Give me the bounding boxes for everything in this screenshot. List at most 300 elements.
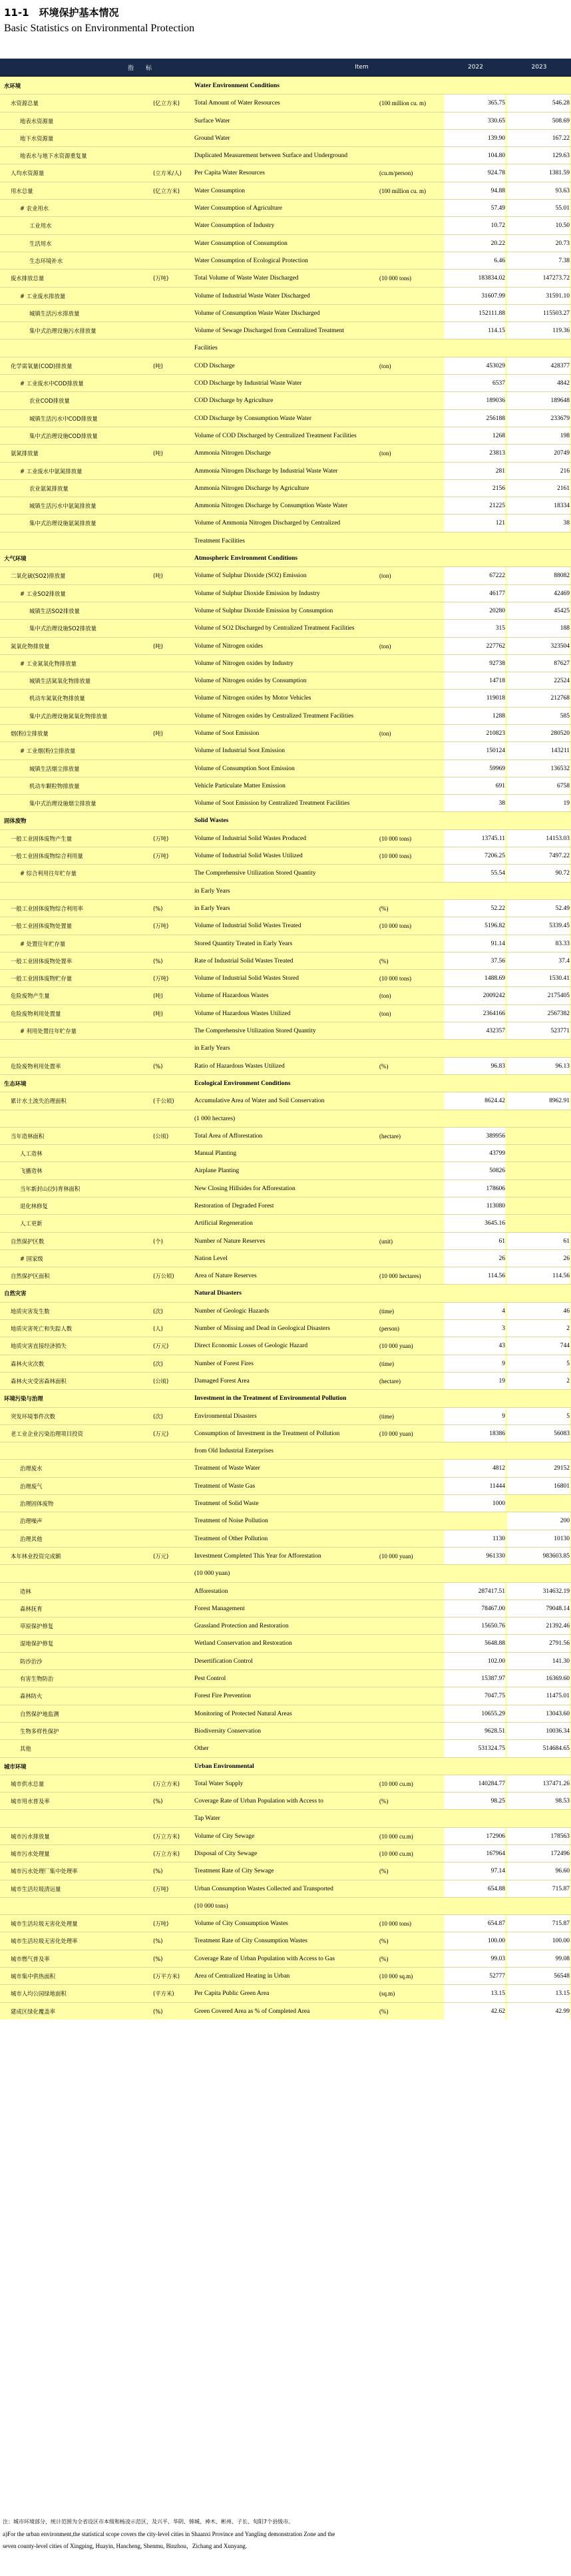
row-unit-english: (10 000 yuan) <box>379 1552 413 1560</box>
value-2023: 147273.72 <box>507 270 570 287</box>
row-label-chinese: 城市生活垃圾无害化处理量 <box>11 1920 78 1928</box>
table-row <box>0 216 571 234</box>
row-unit-english: (hectare) <box>379 1377 401 1385</box>
row-label-english: Total Volume of Waste Water Discharged <box>194 275 299 282</box>
table-row <box>0 1914 571 1932</box>
table-row <box>0 497 571 514</box>
row-label-english: Ammonia Nitrogen Discharge <box>194 450 271 457</box>
table-row <box>0 1319 571 1337</box>
row-label-chinese: 生态环境 <box>4 1080 27 1087</box>
row-label-chinese: 治理噪声 <box>20 1518 43 1525</box>
row-label-chinese: 集中式治理设施氨氮排放量 <box>29 520 96 527</box>
row-label-english: COD Discharge by Industrial Waste Water <box>194 380 302 387</box>
value-2023: 13.15 <box>507 1985 570 2002</box>
row-label-english: from Old Industrial Enterprises <box>194 1448 274 1455</box>
table-row <box>0 637 571 654</box>
row-unit-english: (10 000 tons) <box>379 835 411 842</box>
value-2023: 88082 <box>507 567 570 584</box>
value-2022: 330.65 <box>444 112 505 130</box>
value-2023: 37.4 <box>507 953 570 970</box>
row-unit-chinese: (%) <box>153 905 163 912</box>
row-label-english: Restoration of Degraded Forest <box>194 1203 274 1209</box>
row-unit-chinese: (%) <box>153 1938 163 1945</box>
table-row <box>0 935 571 952</box>
value-2023: 14153.03 <box>507 830 570 847</box>
table-row <box>0 374 571 391</box>
row-label-english: (10 000 yuan) <box>194 1570 230 1578</box>
row-unit-english: (10 000 tons) <box>379 275 411 282</box>
value-2023: 5339.45 <box>507 917 570 935</box>
value-2022: 13745.11 <box>444 830 505 847</box>
row-label-english: Ammonia Nitrogen Discharge by Industrial Waste Water <box>194 467 338 475</box>
value-2023: 2175405 <box>507 987 570 1004</box>
row-label-chinese: # 工业废水排放量 <box>20 292 66 300</box>
row-label-chinese: 固体废物 <box>4 817 27 825</box>
row-label-chinese: 环境污染与治理 <box>4 1395 43 1402</box>
table-row <box>0 1687 571 1704</box>
row-unit-english: (ton) <box>379 730 391 737</box>
row-unit-english: (ton) <box>379 1010 391 1017</box>
table-row <box>0 1477 571 1494</box>
value-2022: 924.78 <box>444 164 505 182</box>
row-label-chinese: 自然灾害 <box>4 1290 27 1297</box>
row-label-chinese: 治理其他 <box>20 1535 43 1542</box>
row-label-english: Ammonia Nitrogen Discharge by Consumption Waste Water <box>194 503 348 510</box>
value-2023: 26 <box>507 1250 570 1267</box>
value-2022: 2156 <box>444 480 505 497</box>
table-row <box>0 1897 571 1914</box>
row-label-chinese: 水环境 <box>4 83 21 89</box>
table-row <box>0 1214 571 1231</box>
value-2022: 961330 <box>444 1548 505 1565</box>
table-row <box>0 514 571 531</box>
row-label-english: Biodiversity Conservation <box>194 1727 262 1735</box>
value-2022: 1488.69 <box>444 970 505 987</box>
footnote-english-line1: a)For the urban environment,the statistical scope covers the city-level cities in Shaanxi Province and Yangling demonstration Zone and the <box>3 2531 335 2537</box>
value-2022: 691 <box>444 777 505 795</box>
value-2022: 8624.42 <box>444 1092 505 1110</box>
table-row <box>0 1564 571 1582</box>
value-2022: 97.14 <box>444 1862 505 1880</box>
row-label-english: Volume of SO2 Discharged by Centralized Treatment Facilities <box>194 625 355 632</box>
row-label-english: COD Discharge by Consumption Waste Water <box>194 415 312 422</box>
table-row <box>0 1372 571 1389</box>
table-row <box>0 759 571 777</box>
row-label-english: Vehicle Particulate Matter Emission <box>194 782 286 789</box>
table-row <box>0 566 571 584</box>
row-label-english: Rate of Industrial Solid Wastes Treated <box>194 957 293 965</box>
value-2023: 56083 <box>507 1425 570 1442</box>
table-row <box>0 252 571 269</box>
row-label-chinese: 本年林业投资完成额 <box>11 1552 61 1560</box>
row-label-chinese: 城镇生活污水中氨氮排放量 <box>29 503 96 510</box>
value-2023: 6758 <box>507 777 570 795</box>
value-2022: 26 <box>444 1250 505 1267</box>
table-row <box>0 1775 571 1792</box>
value-2022: 78467.00 <box>444 1600 505 1617</box>
table-row <box>0 777 571 794</box>
row-label-chinese: 森林抚育 <box>20 1605 43 1612</box>
value-2022: 50826 <box>444 1162 505 1180</box>
value-2022: 98.25 <box>444 1793 505 1810</box>
value-2022: 23813 <box>444 445 505 462</box>
table-row <box>0 182 571 199</box>
table-row <box>0 1180 571 1197</box>
value-2023: 52.49 <box>507 900 570 917</box>
row-label-english: Number of Forest Fires <box>194 1360 254 1367</box>
table-title-chinese: 11-1 环境保护基本情况 <box>4 7 119 19</box>
row-unit-english: (cu.m/person) <box>379 170 413 177</box>
row-unit-english: (10 000 hectares) <box>379 1273 421 1280</box>
row-label-chinese: 集中式治理设施SO2排放量 <box>29 625 96 632</box>
row-label-chinese: 治理废气 <box>20 1482 43 1490</box>
row-unit-chinese: (次) <box>153 1412 163 1420</box>
value-2023: 115503.27 <box>507 305 570 322</box>
row-label-chinese: 生态环境补水 <box>29 257 63 264</box>
value-2023: 514684.65 <box>507 1740 570 1757</box>
row-label-chinese: 一般工业固体废物处置率 <box>11 957 73 965</box>
row-label-english: Volume of Industrial Solid Wastes Utilized <box>194 853 303 860</box>
value-2023: 46 <box>507 1303 570 1320</box>
row-label-english: Afforestation <box>194 1588 228 1595</box>
row-label-english: Other <box>194 1745 209 1753</box>
value-2023: 93.63 <box>507 182 570 200</box>
section-row <box>0 1284 571 1301</box>
value-2022: 2364166 <box>444 1005 505 1022</box>
row-label-english: Volume of Industrial Solid Wastes Produced <box>194 835 307 842</box>
table-row <box>0 1494 571 1512</box>
table-row <box>0 1144 571 1162</box>
row-unit-chinese: (%) <box>153 957 163 965</box>
row-label-chinese: # 工业废水中COD排放量 <box>20 380 84 387</box>
row-unit-chinese: (次) <box>153 1360 163 1367</box>
footnote-chinese: 注：城市环境部分，统计范围为全省设区市本级和杨凌示范区，及兴平、华阴、韩城、神木、彬州、子长、旬阳7个县级市。 <box>3 2519 294 2525</box>
row-label-english: Ecological Environment Conditions <box>194 1080 291 1087</box>
row-unit-english: (unit) <box>379 1237 393 1245</box>
row-label-english: Volume of COD Discharged by Centralized Treatment Facilities <box>194 432 357 439</box>
value-2022: 19 <box>444 1373 505 1390</box>
value-2023: 2 <box>507 1320 570 1337</box>
row-label-english: Area of Centralized Heating in Urban <box>194 1973 290 1980</box>
row-label-english: Total Amount of Water Resources <box>194 100 280 107</box>
table-row <box>0 1442 571 1459</box>
row-unit-english: (time) <box>379 1412 394 1420</box>
value-2022: 287417.51 <box>444 1583 505 1600</box>
row-label-chinese: 农业COD排放量 <box>29 397 70 405</box>
value-2022: 100.00 <box>444 1932 505 1950</box>
value-2023: 508.69 <box>507 112 570 130</box>
value-2023: 188 <box>507 620 570 637</box>
row-label-chinese: 农业氨氮排放量 <box>29 485 69 492</box>
table-row <box>0 112 571 129</box>
row-label-english: Treatment of Waste Water <box>194 1465 260 1472</box>
value-2022: 10.72 <box>444 217 505 234</box>
value-2022: 1130 <box>444 1530 505 1548</box>
row-unit-chinese: (万吨) <box>153 1885 169 1892</box>
row-unit-chinese: (万吨) <box>153 975 169 982</box>
row-unit-chinese: (万元) <box>153 1343 169 1350</box>
row-label-english: Treatment of Waste Gas <box>194 1482 256 1490</box>
row-label-english: Volume of Nitrogen oxides by Consumption <box>194 678 307 685</box>
row-label-chinese: # 工业废水中氨氮排放量 <box>20 467 83 475</box>
table-row <box>0 1407 571 1424</box>
value-2023: 233679 <box>507 410 570 427</box>
row-label-chinese: 二氧化硫(SO2)排放量 <box>11 572 66 580</box>
row-label-chinese: # 利用处置往年贮存量 <box>20 1028 77 1035</box>
row-label-english: Monitoring of Protected Natural Areas <box>194 1710 292 1717</box>
row-label-chinese: 治理废水 <box>20 1465 43 1472</box>
value-2023: 744 <box>507 1337 570 1355</box>
row-label-chinese: # 工业SO2排放量 <box>20 590 66 597</box>
row-label-english: (1 000 hectares) <box>194 1115 236 1122</box>
table-row <box>0 794 571 811</box>
table-row <box>0 917 571 934</box>
value-2023: 79048.14 <box>507 1600 570 1617</box>
row-label-english: in Early Years <box>194 887 230 895</box>
table-row <box>0 1582 571 1600</box>
table-column-header <box>0 59 571 77</box>
row-label-chinese: 城市生活垃圾清运量 <box>11 1885 61 1892</box>
row-label-english: Tap Water <box>194 1815 220 1823</box>
value-2023: 5 <box>507 1408 570 1425</box>
table-row <box>0 1547 571 1564</box>
row-label-chinese: 人均水资源量 <box>11 170 45 177</box>
row-label-chinese: 危险废物产生量 <box>11 992 50 1000</box>
value-2022: 10655.29 <box>444 1705 505 1723</box>
row-label-english: Volume of Nitrogen oxides by Industry <box>194 660 293 667</box>
row-label-chinese: 自然保护区数 <box>11 1237 45 1245</box>
row-label-chinese: # 综合利用往年贮存量 <box>20 870 77 877</box>
value-2023: 5 <box>507 1355 570 1373</box>
table-row <box>0 654 571 672</box>
row-label-english: Accumulative Area of Water and Soil Conservation <box>194 1098 325 1105</box>
table-row <box>0 882 571 899</box>
row-label-chinese: 地表水与地下水资源重复量 <box>20 152 87 160</box>
row-label-english: Volume of Consumption Waste Water Discharged <box>194 310 320 317</box>
row-label-english: Volume of City Sewage <box>194 1832 255 1840</box>
row-unit-english: (10 000 sq.m) <box>379 1973 413 1980</box>
table-row <box>0 1739 571 1757</box>
row-label-english: Airplane Planting <box>194 1168 240 1175</box>
value-2023: 38 <box>507 515 570 532</box>
row-label-chinese: 一般工业固体废物综合利用量 <box>11 853 83 860</box>
row-unit-english: (time) <box>379 1307 394 1315</box>
table-row <box>0 1337 571 1354</box>
value-2023: 141.30 <box>507 1653 570 1670</box>
table-body <box>0 77 571 2020</box>
value-2022: 4812 <box>444 1460 505 1477</box>
table-row <box>0 1880 571 1897</box>
value-2023: 96.13 <box>507 1058 570 1075</box>
table-row <box>0 1792 571 1809</box>
value-2022: 453029 <box>444 357 505 375</box>
row-unit-chinese: (吨) <box>153 1010 163 1017</box>
row-label-english: Volume of Nitrogen oxides by Motor Vehicles <box>194 695 311 702</box>
row-label-english: Ammonia Nitrogen Discharge by Agriculture <box>194 485 309 492</box>
value-2022: 654.87 <box>444 1915 505 1932</box>
value-2022: 46177 <box>444 585 505 602</box>
row-unit-english: (%) <box>379 957 389 965</box>
row-unit-chinese: (%) <box>153 2008 163 2015</box>
row-label-english: Urban Environmental <box>194 1763 254 1770</box>
row-label-chinese: 老工业企业污染治理项目投资 <box>11 1430 83 1437</box>
value-2022: 37.56 <box>444 953 505 970</box>
value-2023: 715.87 <box>507 1915 570 1932</box>
value-2023: 11475.01 <box>507 1687 570 1705</box>
value-2023: 200 <box>507 1512 570 1530</box>
value-2023: 18334 <box>507 497 570 515</box>
value-2022: 20.22 <box>444 235 505 252</box>
column-header-indicator: 指 标 <box>127 65 152 72</box>
row-unit-english: (sq.m) <box>379 1990 395 1998</box>
footnotes <box>3 2516 568 2552</box>
table-row <box>0 1039 571 1056</box>
row-label-english: Volume of Sulphur Dioxide Emission by Consumption <box>194 607 333 614</box>
row-unit-english: (10 000 tons) <box>379 975 411 982</box>
value-2023: 87627 <box>507 655 570 672</box>
row-label-english: Forest Fire Prevention <box>194 1693 251 1700</box>
row-unit-chinese: (万平方米) <box>153 1973 180 1980</box>
row-label-chinese: 化学需氧量(COD)排放量 <box>11 362 73 369</box>
row-label-english: in Early Years <box>194 1045 230 1052</box>
row-unit-english: (%) <box>379 1955 389 1962</box>
value-2023: 21392.46 <box>507 1617 570 1635</box>
row-unit-english: (%) <box>379 1868 389 1875</box>
value-2023: 4842 <box>507 375 570 392</box>
row-label-english: Water Consumption of Consumption <box>194 240 287 247</box>
table-row <box>0 847 571 864</box>
row-label-chinese: 当年造林面积 <box>11 1132 45 1140</box>
table-row <box>0 1862 571 1879</box>
row-label-english: Volume of Soot Emission <box>194 730 260 737</box>
value-2022: 13.15 <box>444 1985 505 2002</box>
table-row <box>0 1022 571 1039</box>
row-label-chinese: 城市燃气普及率 <box>11 1955 50 1962</box>
column-header-2023: 2023 <box>531 64 547 71</box>
table-row <box>0 129 571 146</box>
row-label-english: Total Area of Afforestation <box>194 1132 263 1140</box>
row-label-english: The Comprehensive Utilization Stored Quantity <box>194 870 316 877</box>
row-unit-chinese: (亿立方米) <box>153 187 180 194</box>
section-row <box>0 549 571 566</box>
row-label-english: Per Capita Public Green Area <box>194 1990 270 1998</box>
table-row <box>0 1600 571 1617</box>
section-row <box>0 811 571 829</box>
row-unit-chinese: (吨) <box>153 362 163 369</box>
value-2022: 139.90 <box>444 130 505 147</box>
row-label-chinese: 地质灾害发生数 <box>11 1307 50 1315</box>
value-2022: 167964 <box>444 1845 505 1862</box>
row-label-chinese: 危险废物利用处置率 <box>11 1062 61 1070</box>
row-label-english: Volume of Industrial Waste Water Discharged <box>194 292 310 300</box>
row-label-chinese: 累计水土流失治理面积 <box>11 1098 67 1105</box>
value-2023: 1530.41 <box>507 970 570 987</box>
value-2023: 137471.26 <box>507 1775 570 1793</box>
value-2023: 2161 <box>507 480 570 497</box>
value-2023: 42469 <box>507 585 570 602</box>
table-row <box>0 409 571 427</box>
row-label-chinese: 烟(粉)尘排放量 <box>11 730 49 737</box>
row-label-chinese: 森林火灾次数 <box>11 1360 45 1367</box>
row-label-chinese: 突发环境事件次数 <box>11 1412 55 1420</box>
row-label-chinese: 城市污水处理厂集中处理率 <box>11 1868 78 1875</box>
row-label-chinese: 一般工业固体废物综合利用率 <box>11 905 83 912</box>
footnote-english-line2: seven county-level cities of Xingping, Huayin, Hancheng, Shenmu, Binzhou，Zichang and Xunyang. <box>3 2543 248 2549</box>
value-2022: 18386 <box>444 1425 505 1442</box>
row-label-chinese: 城镇生活污水中COD排放量 <box>29 415 98 422</box>
row-label-chinese: 建成区绿化覆盖率 <box>11 2008 55 2015</box>
section-row <box>0 77 571 94</box>
row-unit-chinese: (万立方米) <box>153 1780 180 1787</box>
value-2023: 8962.91 <box>507 1092 570 1110</box>
row-label-english: Treatment Rate of City Consumption Wastes <box>194 1938 307 1945</box>
table-row <box>0 742 571 759</box>
row-unit-chinese: (千公顷) <box>153 1098 174 1105</box>
row-label-english: Volume of Soot Emission by Centralized Treatment Facilities <box>194 800 350 807</box>
table-row <box>0 1984 571 2002</box>
row-label-chinese: 城市人均公园绿地面积 <box>11 1990 67 1998</box>
row-label-english: Disposal of City Sewage <box>194 1850 258 1857</box>
value-2022: 4 <box>444 1303 505 1320</box>
table-row <box>0 1092 571 1109</box>
row-label-english: Investment in the Treatment of Environmental Pollution <box>194 1395 347 1402</box>
table-row <box>0 1705 571 1722</box>
row-label-chinese: 城市污水排放量 <box>11 1832 50 1840</box>
row-label-english: Per Capita Water Resources <box>194 170 265 177</box>
value-2023: 90.72 <box>507 865 570 882</box>
value-2022: 7047.75 <box>444 1687 505 1705</box>
row-label-english: Ground Water <box>194 134 230 142</box>
table-row <box>0 1127 571 1144</box>
row-label-english: The Comprehensive Utilization Stored Quantity <box>194 1028 316 1035</box>
row-unit-english: (10 000 tons) <box>379 923 411 930</box>
value-2023: 10036.34 <box>507 1723 570 1740</box>
value-2023: 20749 <box>507 445 570 462</box>
row-label-english: Solid Wastes <box>194 817 229 825</box>
value-2022: 5648.88 <box>444 1635 505 1652</box>
value-2022: 42.62 <box>444 2003 505 2020</box>
row-label-chinese: 人工更新 <box>20 1220 43 1227</box>
row-label-chinese: 一般工业固体废物处置量 <box>11 923 73 930</box>
row-unit-chinese: (人) <box>153 1325 163 1333</box>
row-label-chinese: 城市用水普及率 <box>11 1798 50 1805</box>
value-2023: 143211 <box>507 742 570 759</box>
row-label-chinese: 集中式治理设施烟尘排放量 <box>29 800 96 807</box>
row-label-chinese: 一般工业固体废物贮存量 <box>11 975 73 982</box>
row-label-english: Natural Disasters <box>194 1290 242 1297</box>
value-2022: 57.49 <box>444 200 505 217</box>
row-label-english: Atmospheric Environment Conditions <box>194 555 298 562</box>
row-label-english: Volume of Industrial Solid Wastes Stored <box>194 975 299 982</box>
row-unit-chinese: (次) <box>153 1307 163 1315</box>
value-2023: 16369.60 <box>507 1670 570 1687</box>
value-2023: 189648 <box>507 392 570 409</box>
row-unit-english: (%) <box>379 2008 389 2015</box>
value-2023: 212768 <box>507 690 570 707</box>
row-label-english: Volume of Sulphur Dioxide Emission by Industry <box>194 590 320 597</box>
row-unit-chinese: (万立方米) <box>153 1832 180 1840</box>
row-label-chinese: 用水总量 <box>11 187 33 194</box>
row-label-english: COD Discharge <box>194 362 235 369</box>
row-unit-english: (ton) <box>379 450 391 457</box>
row-label-chinese: 地质灾害死亡和失踪人数 <box>11 1325 73 1333</box>
row-unit-chinese: (万吨) <box>153 275 169 282</box>
value-2023: 715.87 <box>507 1880 570 1898</box>
row-label-english: Coverage Rate of Urban Population with Access to Gas <box>194 1955 335 1962</box>
row-label-chinese: 集中式治理设施氮氧化物排放量 <box>29 712 108 720</box>
row-unit-english: (10 000 yuan) <box>379 1430 413 1437</box>
row-unit-english: (%) <box>379 905 389 912</box>
